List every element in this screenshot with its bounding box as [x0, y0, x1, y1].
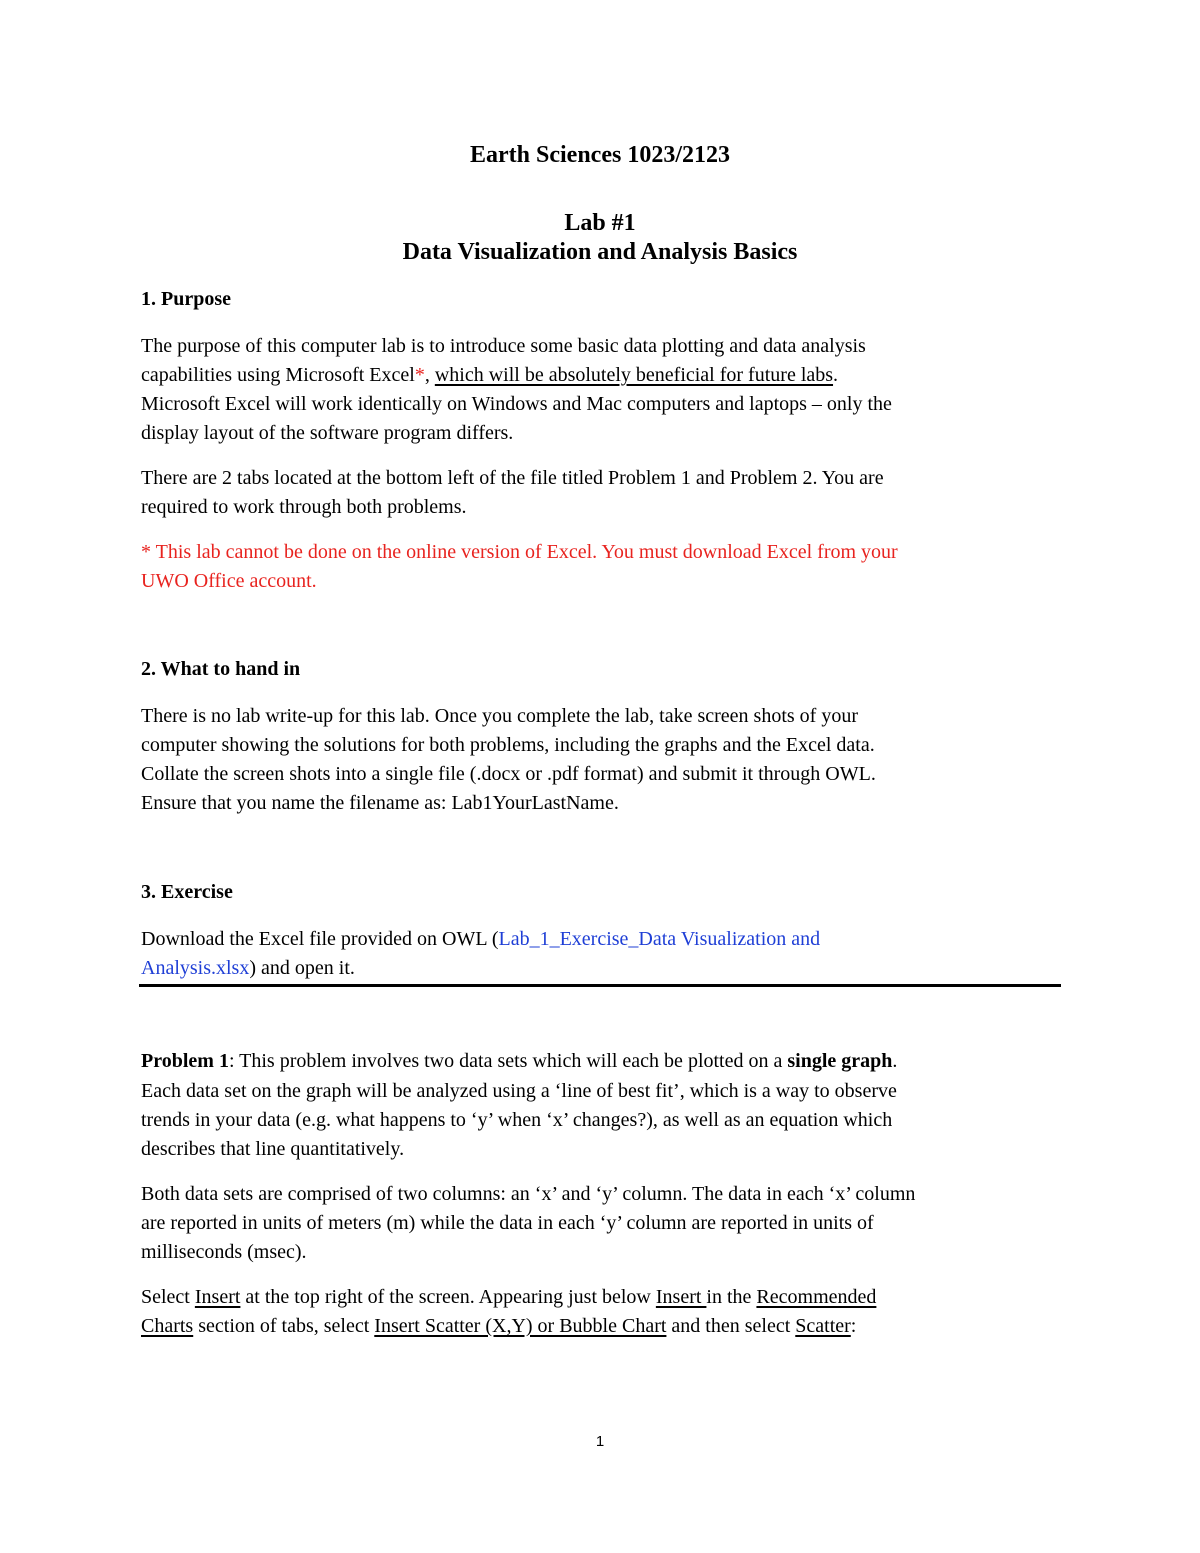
hand-in-line-1: There is no lab write-up for this lab. Once you complete the lab, take screen shots of your — [141, 705, 859, 727]
hand-in-line-3: Collate the screen shots into a single file (.docx or .pdf format) and submit it through OWL. — [141, 763, 876, 785]
purpose-line-1: The purpose of this computer lab is to introduce some basic data plotting and data analysis — [141, 335, 866, 357]
problem1-line-4: describes that line quantitatively. — [141, 1138, 405, 1160]
excel-file-link[interactable]: Analysis.xlsx — [141, 957, 250, 979]
page-number: 1 — [595, 1433, 605, 1450]
online-warning-line-1: * This lab cannot be done on the online version of Excel. You must download Excel from your — [141, 541, 898, 563]
text-run: , — [424, 364, 435, 386]
text-run: section of tabs, select — [193, 1315, 375, 1337]
lab-number: Lab #1 — [564, 210, 636, 236]
text-run: : — [850, 1315, 857, 1337]
text-run: ) and open it. — [249, 957, 355, 979]
lab-subtitle: Data Visualization and Analysis Basics — [402, 239, 798, 265]
online-warning-line-2: UWO Office account. — [141, 570, 317, 592]
text-run: at the top right of the screen. Appearing just below — [240, 1286, 656, 1308]
text-run: . — [833, 364, 839, 386]
purpose-line-2 — [141, 364, 838, 387]
instructions-line-2 — [141, 1315, 856, 1338]
text-run: : This problem involves two data sets which will each be plotted on a — [228, 1050, 788, 1072]
text-run: capabilities using Microsoft Excel — [141, 364, 415, 386]
excel-file-link[interactable]: Lab_1_Exercise_Data Visualization and — [498, 928, 821, 950]
problem1-line-2: Each data set on the graph will be analyzed using a ‘line of best fit’, which is a way to observe — [141, 1080, 897, 1102]
menu-ref-scatter-chart: Insert Scatter (X,Y) or Bubble Chart — [374, 1315, 667, 1337]
datasets-line-1: Both data sets are comprised of two columns: an ‘x’ and ‘y’ column. The data in each ‘x’ column — [141, 1183, 916, 1205]
menu-ref-insert: Insert — [655, 1286, 707, 1308]
problem1-line-1 — [141, 1050, 897, 1073]
datasets-line-2: are reported in units of meters (m) while the data in each ‘y’ column are reported in units of — [141, 1212, 874, 1234]
menu-ref-scatter: Scatter — [795, 1315, 851, 1337]
exercise-heading: 3. Exercise — [141, 881, 233, 903]
exercise-line-2 — [141, 957, 355, 980]
text-run: . — [892, 1050, 898, 1072]
menu-ref-insert: Insert — [194, 1286, 241, 1308]
text-run: and then select — [666, 1315, 796, 1337]
hand-in-line-4: Ensure that you name the filename as: Lab1YourLastName. — [141, 792, 619, 814]
problem1-label: Problem 1 — [141, 1050, 229, 1072]
exercise-line-1 — [141, 928, 820, 951]
menu-ref-charts: Charts — [141, 1315, 194, 1337]
text-run: in the — [706, 1286, 757, 1308]
course-title: Earth Sciences 1023/2123 — [470, 142, 730, 168]
problem1-line-3: trends in your data (e.g. what happens to ‘y’ when ‘x’ changes?), as well as an equation which — [141, 1109, 893, 1131]
section-divider — [139, 984, 1061, 987]
menu-ref-recommended: Recommended — [756, 1286, 877, 1308]
tabs-line-2: required to work through both problems. — [141, 496, 467, 518]
bold-emphasis: single graph — [787, 1050, 893, 1072]
instructions-line-1 — [141, 1286, 876, 1309]
purpose-line-4: display layout of the software program differs. — [141, 422, 514, 444]
asterisk-marker: * — [414, 364, 425, 386]
tabs-line-1: There are 2 tabs located at the bottom left of the file titled Problem 1 and Problem 2. You are — [141, 467, 884, 489]
hand-in-heading: 2. What to hand in — [141, 658, 301, 680]
text-run: Download the Excel file provided on OWL ( — [141, 928, 499, 950]
purpose-heading: 1. Purpose — [141, 288, 231, 310]
underlined-emphasis: which will be absolutely beneficial for future labs — [434, 364, 834, 386]
text-run: Select — [141, 1286, 195, 1308]
purpose-line-3: Microsoft Excel will work identically on Windows and Mac computers and laptops – only the — [141, 393, 892, 415]
hand-in-line-2: computer showing the solutions for both problems, including the graphs and the Excel data. — [141, 734, 875, 756]
datasets-line-3: milliseconds (msec). — [141, 1241, 307, 1263]
